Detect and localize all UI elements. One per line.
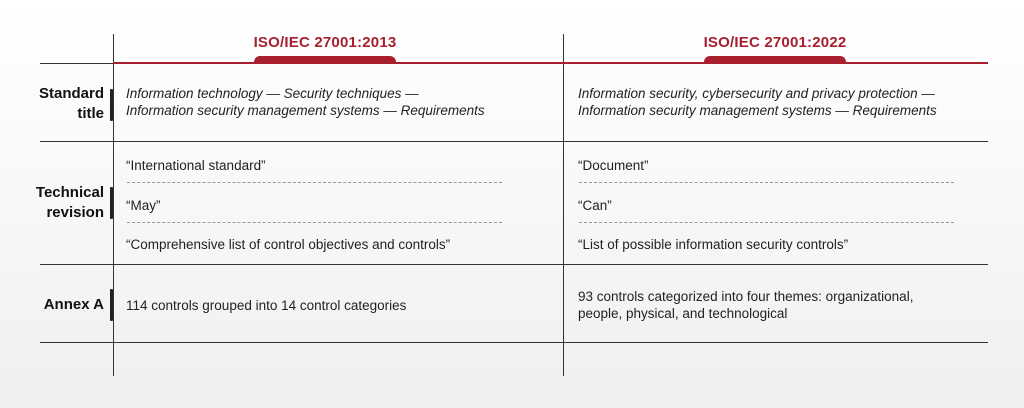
cell-revision-2013-a: “International standard”: [126, 158, 266, 173]
row-label-line: Technical: [35, 184, 104, 201]
cell-revision-2022-b: “Can”: [578, 198, 612, 213]
cell-line: Information security management systems — Requirements: [126, 103, 485, 118]
header-rule-left: [40, 63, 113, 64]
header-tab-2022: [704, 56, 846, 62]
column-divider-left: [113, 34, 114, 376]
cell-revision-2022-c: “List of possible information security controls”: [578, 237, 849, 252]
row-bracket-technical-revision: [110, 187, 113, 219]
row-divider-2: [40, 264, 988, 265]
row-bracket-standard-title: [110, 89, 113, 121]
cell-revision-2022-a: “Document”: [578, 158, 649, 173]
row-label-line: Standard: [38, 85, 104, 102]
cell-line: people, physical, and technological: [578, 306, 788, 321]
column-divider-right: [563, 34, 564, 376]
dashed-separator: [127, 222, 502, 223]
row-divider-1: [40, 141, 988, 142]
cell-line: Information security, cybersecurity and privacy protection —: [578, 86, 935, 101]
dashed-separator: [579, 222, 954, 223]
row-label-standard-title: [0, 84, 104, 124]
cell-revision-2013-c: “Comprehensive list of control objectives and controls”: [126, 237, 451, 252]
cell-line: Information security management systems — Requirements: [578, 103, 937, 118]
cell-revision-2013-b: “May”: [126, 198, 161, 213]
row-label-line: revision: [46, 204, 104, 221]
row-divider-3: [40, 342, 988, 343]
row-label-annex-a: Annex A: [43, 296, 104, 313]
row-label-technical-revision: [0, 183, 104, 223]
dashed-separator: [579, 182, 954, 183]
header-rule-accent: [113, 62, 988, 64]
row-bracket-annex-a: [110, 289, 113, 321]
cell-line: Information technology — Security techniques —: [126, 86, 419, 101]
dashed-separator: [127, 182, 502, 183]
header-tab-2013: [254, 56, 396, 62]
cell-annex-2013: 114 controls grouped into 14 control categories: [126, 298, 407, 313]
row-label-line: title: [77, 105, 104, 122]
cell-annex-2022: [578, 288, 998, 322]
cell-line: 93 controls categorized into four themes: organizational,: [578, 289, 914, 304]
cell-title-2013: [126, 85, 556, 119]
column-header-2022: ISO/IEC 27001:2022: [703, 34, 847, 51]
column-header-2013: ISO/IEC 27001:2013: [253, 34, 397, 51]
cell-title-2022: [578, 85, 998, 119]
